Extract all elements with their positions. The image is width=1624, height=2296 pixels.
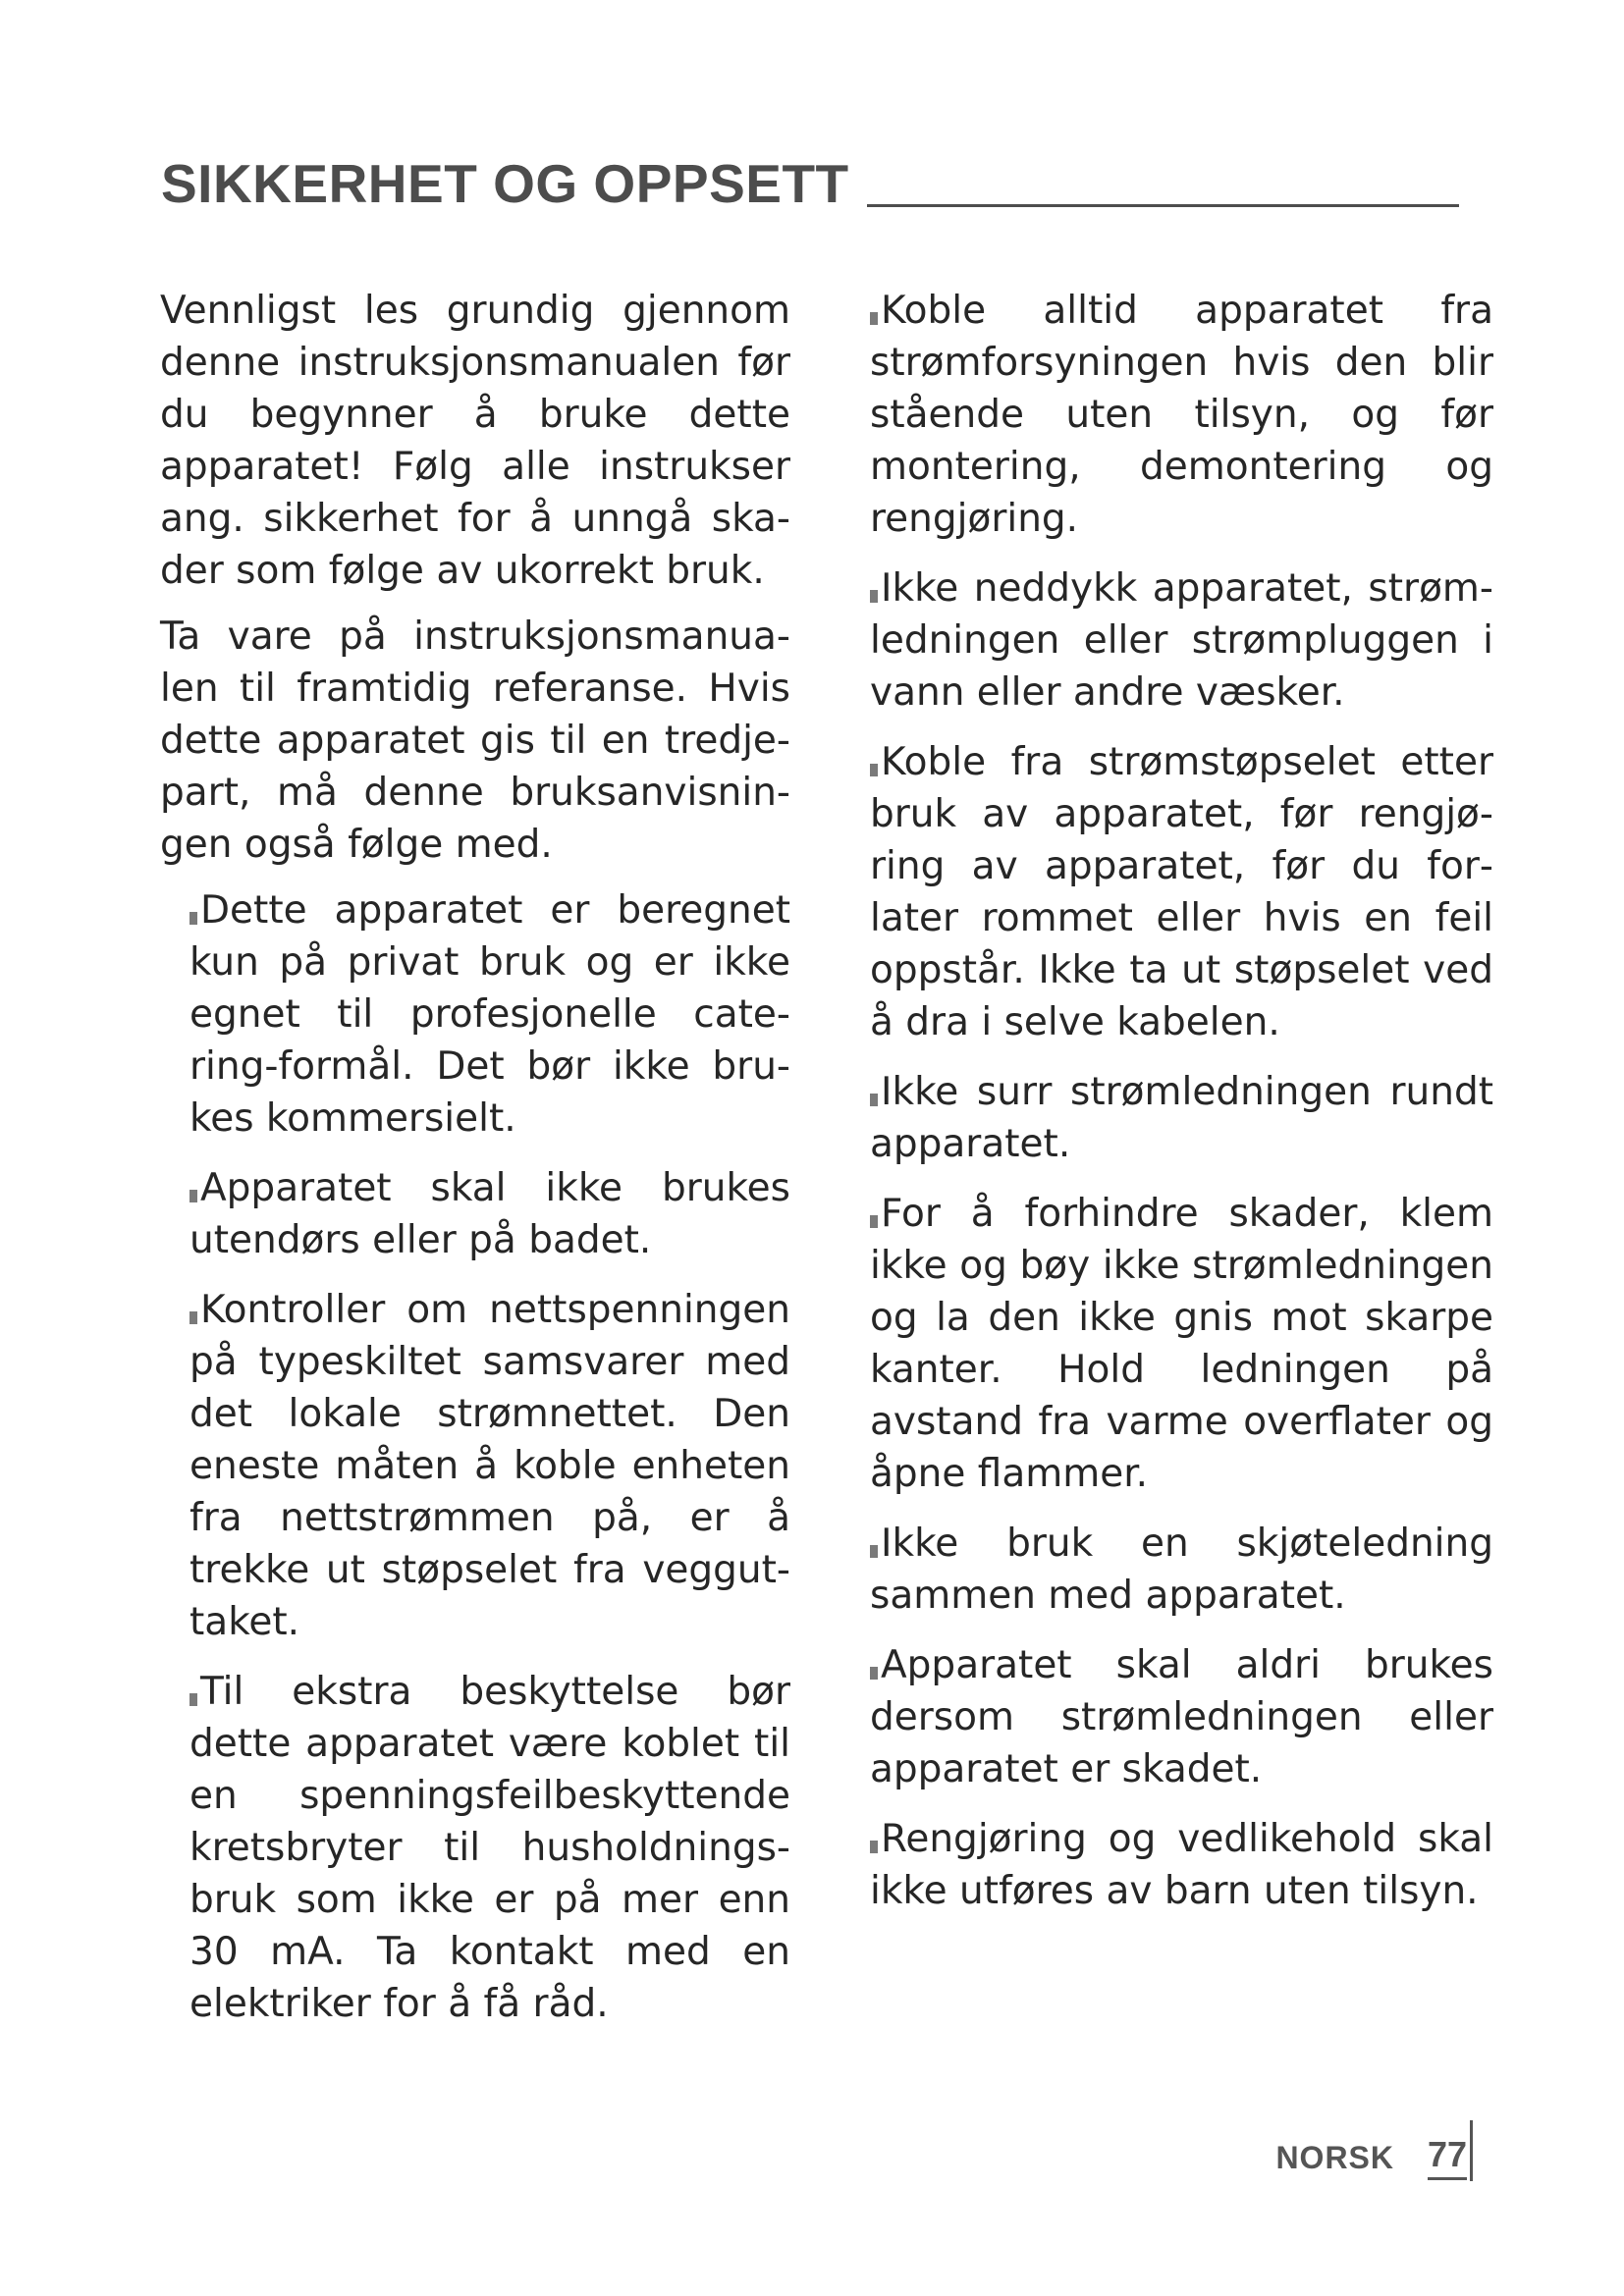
list-item <box>189 1284 790 1648</box>
list-item-text: Koble fra strømstøpselet etter bruk av apparatet, før rengjøring av apparatet, før du forlater rommet eller hvis en feil oppstår. Ikke ta ut støpselet ved å dra i selve kabelen. <box>870 740 1493 1044</box>
list-item <box>870 1518 1493 1622</box>
list-item <box>870 1066 1493 1170</box>
list-item <box>870 285 1493 545</box>
list-item <box>870 1639 1493 1795</box>
list-item-text: Koble alltid apparatet fra strømforsyningen hvis den blir stående uten tilsyn, og før montering, demontering og rengjøring. <box>870 289 1493 541</box>
list-item-text: For å forhindre skader, klem ikke og bøy ikke strømledningen og la den ikke gnis mot skarpe kanter. Hold ledningen på avstand fra varme overflater og åpne flammer. <box>870 1192 1493 1496</box>
bullet-icon <box>189 1311 197 1324</box>
list-item-text: Ikke surr strømledningen rundt apparatet. <box>870 1070 1493 1166</box>
list-item <box>189 884 790 1145</box>
bullet-icon <box>870 1667 878 1680</box>
left-safety-list <box>189 884 790 2030</box>
list-item <box>870 1813 1493 1917</box>
keep-manual-paragraph: Ta vare på instruksjonsmanualen til framtidig referanse. Hvis dette apparatet gis til en tredjepart, må denne bruksanvisningen også følge med. <box>160 614 790 867</box>
list-item <box>870 562 1493 719</box>
footer-language: NORSK <box>1275 2140 1394 2175</box>
page-title: SIKKERHET OG OPPSETT <box>161 153 849 214</box>
right-safety-list <box>870 285 1493 1917</box>
list-item-text: Dette apparatet er beregnet kun på privat bruk og er ikke egnet til profesjonelle catering-formål. Det bør ikke brukes kommersielt. <box>189 888 790 1141</box>
bullet-icon <box>870 312 878 325</box>
bullet-icon <box>189 912 197 925</box>
bullet-icon <box>189 1693 197 1706</box>
page-footer <box>1227 2120 1483 2189</box>
page-number: 77 <box>1428 2134 1467 2180</box>
bullet-icon <box>870 1094 878 1106</box>
right-column <box>870 285 1493 1935</box>
list-item-text: Ikke neddykk apparatet, strømledningen eller strømpluggen i vann eller andre væsker. <box>870 566 1493 715</box>
bullet-icon <box>189 1190 197 1202</box>
list-item <box>870 736 1493 1048</box>
list-item <box>870 1188 1493 1500</box>
bullet-icon <box>870 1545 878 1558</box>
title-underline <box>867 204 1459 207</box>
bullet-icon <box>870 1841 878 1853</box>
left-column <box>160 285 790 2048</box>
list-item-text: Til ekstra beskyttelse bør dette apparatet være koblet til en spenningsfeilbeskyttende kretsbryter til husholdningsbruk som ikke er på mer enn 30 mA. Ta kontakt med en elektriker for å få råd. <box>189 1670 790 2026</box>
page-header <box>161 153 1459 214</box>
footer-divider <box>1470 2120 1473 2181</box>
list-item-text: Ikke bruk en skjøteledning sammen med apparatet. <box>870 1522 1493 1618</box>
bullet-icon <box>870 590 878 603</box>
list-item <box>189 1666 790 2030</box>
bullet-icon <box>870 1215 878 1228</box>
list-item-text: Apparatet skal aldri brukes dersom strømledningen eller apparatet er skadet. <box>870 1643 1493 1791</box>
intro-paragraph: Vennligst les grundig gjennom denne instruksjonsmanualen før du begynner å bruke dette apparatet! Følg alle instrukser ang. sikkerhet for å unngå skader som følge av ukorrekt bruk. <box>160 289 790 593</box>
list-item <box>189 1162 790 1266</box>
list-item-text: Apparatet skal ikke brukes utendørs eller på badet. <box>189 1166 790 1262</box>
list-item-text: Rengjøring og vedlikehold skal ikke utføres av barn uten tilsyn. <box>870 1817 1493 1913</box>
list-item-text: Kontroller om nettspenningen på typeskiltet samsvarer med det lokale strømnettet. Den eneste måten å koble enheten fra nettstrømmen på, er å trekke ut støpselet fra vegguttaket. <box>189 1288 790 1644</box>
bullet-icon <box>870 764 878 776</box>
